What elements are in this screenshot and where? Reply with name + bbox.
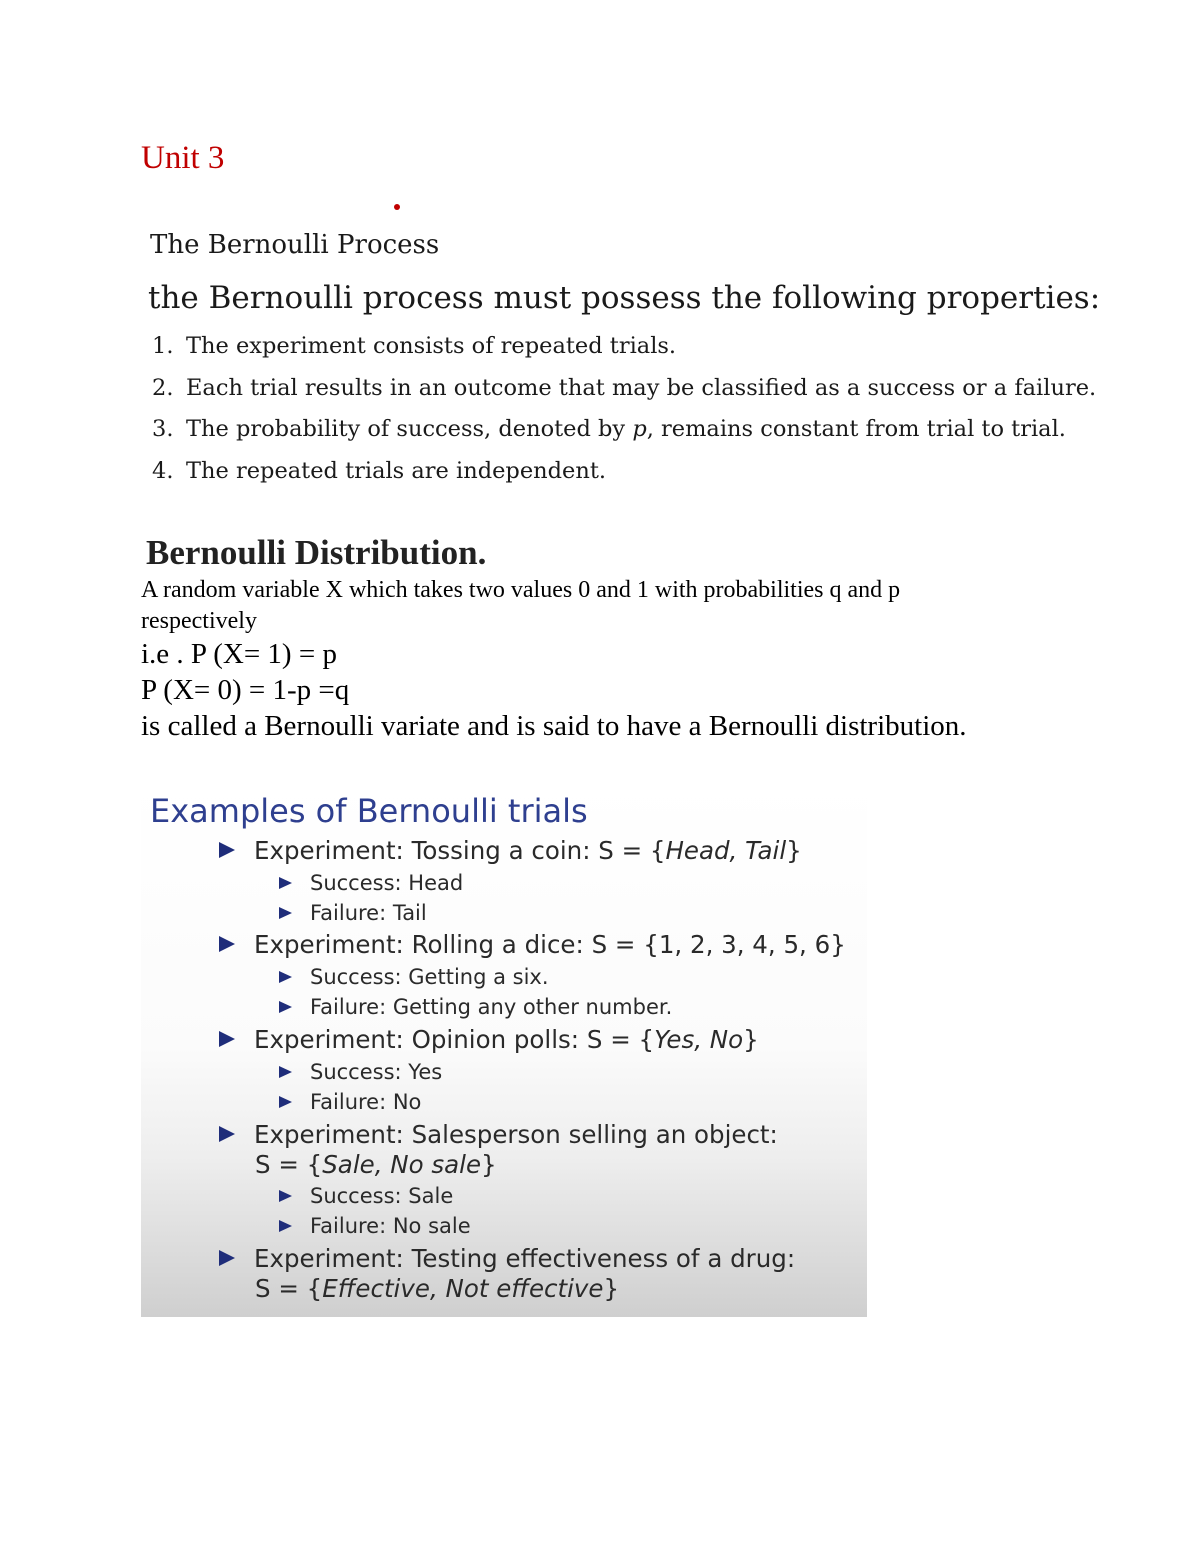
example-success xyxy=(279,1184,453,1208)
property-text-pre: The probability of success, denoted by xyxy=(186,416,633,442)
triangle-bullet-icon xyxy=(219,1126,235,1142)
success-text: Success: Head xyxy=(310,871,464,895)
example-success xyxy=(279,965,549,989)
distribution-conclusion: is called a Bernoulli variate and is said to have a Bernoulli distribution. xyxy=(141,710,967,742)
failure-text: Failure: No xyxy=(310,1090,422,1114)
sample-space-suffix: } xyxy=(603,1274,620,1303)
triangle-bullet-icon xyxy=(219,1250,235,1266)
triangle-bullet-icon xyxy=(279,1096,292,1108)
properties-list xyxy=(152,333,1096,499)
sample-space-values: Yes, No xyxy=(654,1025,744,1054)
triangle-bullet-icon xyxy=(279,971,292,983)
sample-space-prefix: S = { xyxy=(255,1274,323,1303)
distribution-formula-p: i.e . P (X= 1) = p xyxy=(141,638,337,670)
triangle-bullet-icon xyxy=(219,936,235,952)
sample-space-prefix: S = { xyxy=(591,930,659,959)
property-variable: p xyxy=(632,416,647,442)
sample-space-prefix: S = { xyxy=(598,836,666,865)
process-intro: the Bernoulli process must possess the following properties: xyxy=(148,280,1101,316)
property-number: 2. xyxy=(152,374,174,401)
success-text: Success: Getting a six. xyxy=(310,965,549,989)
property-item xyxy=(152,458,1096,500)
example-success xyxy=(279,871,463,895)
experiment-label: Experiment: Opinion polls: xyxy=(254,1025,580,1054)
example-sample-space xyxy=(255,1150,497,1179)
example-failure xyxy=(279,901,427,925)
property-text-post: , remains constant from trial to trial. xyxy=(646,416,1066,442)
process-title: The Bernoulli Process xyxy=(150,230,440,260)
property-item xyxy=(152,416,1096,458)
triangle-bullet-icon xyxy=(279,877,292,889)
sample-space-values: Head, Tail xyxy=(665,836,787,865)
triangle-bullet-icon xyxy=(279,1001,292,1013)
property-item xyxy=(152,333,1096,375)
unit-title: Unit 3 xyxy=(141,140,225,176)
distribution-definition-cont: respectively xyxy=(141,608,257,634)
property-text: The experiment consists of repeated trials. xyxy=(186,333,677,359)
example-experiment xyxy=(219,1244,795,1273)
experiment-label: Experiment: Tossing a coin: xyxy=(254,836,591,865)
failure-text: Failure: No sale xyxy=(310,1214,471,1238)
triangle-bullet-icon xyxy=(219,842,235,858)
sample-space-prefix: S = { xyxy=(255,1150,323,1179)
property-number: 3. xyxy=(152,416,174,442)
example-experiment xyxy=(219,836,802,865)
property-number: 4. xyxy=(152,457,174,484)
success-text: Success: Sale xyxy=(310,1184,454,1208)
example-experiment xyxy=(219,930,846,959)
sample-space-suffix: } xyxy=(786,836,802,865)
sample-space-values: Effective, Not effective xyxy=(322,1274,604,1303)
triangle-bullet-icon xyxy=(219,1031,235,1047)
example-failure xyxy=(279,1214,471,1238)
failure-text: Failure: Getting any other number. xyxy=(310,995,673,1019)
property-number: 1. xyxy=(152,333,174,359)
example-sample-space xyxy=(255,1274,619,1303)
experiment-label: Experiment: Salesperson selling an object: xyxy=(254,1120,778,1149)
triangle-bullet-icon xyxy=(279,1066,292,1078)
sample-space-suffix: } xyxy=(481,1150,497,1179)
property-item xyxy=(152,375,1096,417)
triangle-bullet-icon xyxy=(279,907,292,919)
examples-title: Examples of Bernoulli trials xyxy=(150,792,588,830)
examples-slide xyxy=(141,780,867,1317)
example-success xyxy=(279,1060,442,1084)
example-experiment xyxy=(219,1025,759,1054)
experiment-label: Experiment: Rolling a dice: xyxy=(254,930,584,959)
example-failure xyxy=(279,1090,421,1114)
sample-space-suffix: } xyxy=(830,930,846,959)
example-failure xyxy=(279,995,672,1019)
distribution-heading: Bernoulli Distribution. xyxy=(146,533,487,572)
triangle-bullet-icon xyxy=(279,1190,292,1202)
sample-space-values: Sale, No sale xyxy=(322,1150,482,1179)
sample-space-prefix: S = { xyxy=(586,1025,655,1054)
property-text: Each trial results in an outcome that may be classified as a success or a failure. xyxy=(186,374,1097,401)
distribution-definition: A random variable X which takes two values 0 and 1 with probabilities q and p xyxy=(141,577,901,603)
distribution-formula-q: P (X= 0) = 1-p =q xyxy=(141,674,350,706)
failure-text: Failure: Tail xyxy=(310,901,427,925)
property-text: The repeated trials are independent. xyxy=(186,457,607,484)
experiment-label: Experiment: Testing effectiveness of a drug: xyxy=(254,1244,796,1273)
success-text: Success: Yes xyxy=(310,1060,443,1084)
example-experiment xyxy=(219,1120,778,1149)
sample-space-suffix: } xyxy=(743,1025,759,1054)
sample-space-values: 1, 2, 3, 4, 5, 6 xyxy=(658,930,831,959)
red-dot-mark xyxy=(394,204,400,210)
triangle-bullet-icon xyxy=(279,1220,292,1232)
